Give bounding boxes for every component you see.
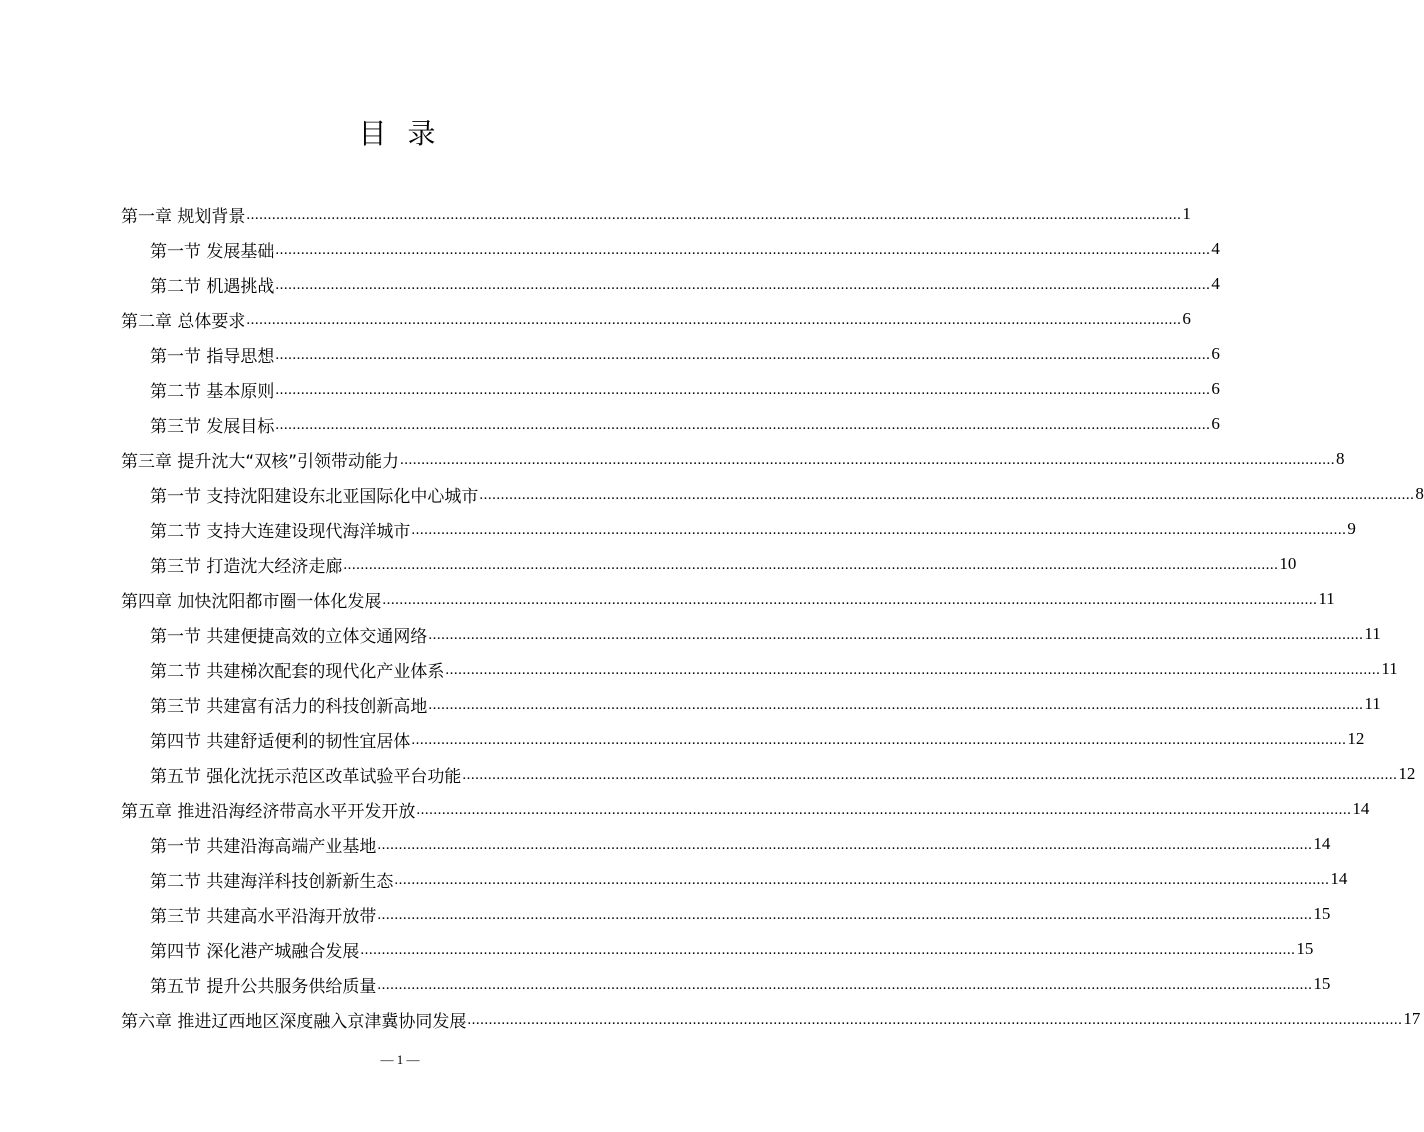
toc-entry-page-number: 1 (1182, 204, 1191, 223)
dot-leader: ............................................................................................................................................................................................................................ (411, 522, 1347, 538)
toc-entry-page-number: 6 (1211, 379, 1220, 398)
toc-entry-page-number: 11 (1381, 659, 1398, 678)
toc-entry-page-number: 4 (1211, 274, 1220, 293)
toc-entry-page-number: 6 (1211, 344, 1220, 363)
toc-entry-page-number: 9 (1347, 519, 1356, 538)
dot-leader: ............................................................................................................................................................................................................................ (411, 732, 1347, 748)
dot-leader: ............................................................................................................................................................................................................................ (479, 487, 1415, 503)
toc-entry-page-number: 11 (1364, 694, 1381, 713)
toc-chapter-entry[interactable] (121, 584, 1335, 614)
toc-section-entry[interactable] (150, 479, 1424, 509)
dot-leader: ............................................................................................................................................................................................................................ (246, 312, 1182, 328)
dot-leader: ............................................................................................................................................................................................................................ (377, 837, 1313, 853)
toc-entry-page-number: 6 (1211, 414, 1220, 433)
toc-entry-page-number: 8 (1336, 449, 1345, 468)
toc-entry-page-number: 17 (1403, 1009, 1421, 1028)
toc-entry-page-number: 15 (1296, 939, 1314, 958)
dot-leader: ............................................................................................................................................................................................................................ (275, 277, 1211, 293)
toc-section-entry[interactable] (150, 339, 1220, 369)
dot-leader: ............................................................................................................................................................................................................................ (377, 907, 1313, 923)
dot-leader: ............................................................................................................................................................................................................................ (462, 767, 1398, 783)
toc-entry-label: 第一章 规划背景 (121, 206, 246, 227)
dot-leader: ............................................................................................................................................................................................................................ (246, 207, 1182, 223)
toc-entry-label: 第一节 指导思想 (150, 346, 275, 367)
toc-entry-label: 第二节 共建梯次配套的现代化产业体系 (150, 661, 445, 682)
toc-entry-page-number: 15 (1313, 904, 1331, 923)
dot-leader: ............................................................................................................................................................................................................................ (343, 557, 1279, 573)
toc-section-entry[interactable] (150, 549, 1297, 579)
toc-entry-label: 第三节 打造沈大经济走廊 (150, 556, 343, 577)
dot-leader: ............................................................................................................................................................................................................................ (275, 417, 1211, 433)
toc-section-entry[interactable] (150, 969, 1331, 999)
toc-entry-label: 第二章 总体要求 (121, 311, 246, 332)
toc-entry-label: 第三节 发展目标 (150, 416, 275, 437)
dot-leader: ............................................................................................................................................................................................................................ (416, 802, 1352, 818)
dot-leader: ............................................................................................................................................................................................................................ (360, 942, 1296, 958)
toc-entry-label: 第二节 支持大连建设现代海洋城市 (150, 521, 411, 542)
toc-entry-page-number: 15 (1313, 974, 1331, 993)
dot-leader: ............................................................................................................................................................................................................................ (394, 872, 1330, 888)
dot-leader: ............................................................................................................................................................................................................................ (428, 627, 1364, 643)
toc-section-entry[interactable] (150, 514, 1356, 544)
toc-entry-label: 第三节 共建高水平沿海开放带 (150, 906, 377, 927)
dot-leader: ............................................................................................................................................................................................................................ (428, 697, 1364, 713)
toc-section-entry[interactable] (150, 374, 1220, 404)
toc-entry-label: 第一节 发展基础 (150, 241, 275, 262)
toc-section-entry[interactable] (150, 934, 1314, 964)
toc-section-entry[interactable] (150, 724, 1365, 754)
toc-entry-page-number: 12 (1398, 764, 1416, 783)
dot-leader: ............................................................................................................................................................................................................................ (275, 242, 1211, 258)
toc-section-entry[interactable] (150, 899, 1331, 929)
dot-leader: ............................................................................................................................................................................................................................ (445, 662, 1381, 678)
toc-chapter-entry[interactable] (121, 1004, 1421, 1034)
dot-leader: ............................................................................................................................................................................................................................ (467, 1012, 1403, 1028)
toc-entry-label: 第一节 支持沈阳建设东北亚国际化中心城市 (150, 486, 479, 507)
toc-chapter-entry[interactable] (121, 199, 1191, 229)
page-number-footer: — 1 — (380, 1052, 420, 1067)
toc-entry-page-number: 14 (1330, 869, 1348, 888)
toc-chapter-entry[interactable] (121, 444, 1345, 474)
toc-entry-page-number: 14 (1313, 834, 1331, 853)
toc-section-entry[interactable] (150, 234, 1220, 264)
toc-entry-page-number: 12 (1347, 729, 1365, 748)
toc-chapter-entry[interactable] (121, 304, 1191, 334)
dot-leader: ............................................................................................................................................................................................................................ (377, 977, 1313, 993)
toc-entry-page-number: 14 (1352, 799, 1370, 818)
toc-entry-label: 第五节 提升公共服务供给质量 (150, 976, 377, 997)
toc-chapter-entry[interactable] (121, 794, 1370, 824)
toc-entry-page-number: 8 (1415, 484, 1424, 503)
toc-entry-page-number: 6 (1182, 309, 1191, 328)
toc-entry-label: 第四节 深化港产城融合发展 (150, 941, 360, 962)
dot-leader: ............................................................................................................................................................................................................................ (382, 592, 1318, 608)
toc-section-entry[interactable] (150, 409, 1220, 439)
dot-leader: ............................................................................................................................................................................................................................ (275, 382, 1211, 398)
toc-entry-label: 第四章 加快沈阳都市圈一体化发展 (121, 591, 382, 612)
toc-section-entry[interactable] (150, 619, 1381, 649)
dot-leader: ............................................................................................................................................................................................................................ (400, 452, 1336, 468)
toc-entry-label: 第一节 共建沿海高端产业基地 (150, 836, 377, 857)
toc-entry-label: 第三章 提升沈大“双核”引领带动能力 (121, 451, 400, 472)
toc-entry-label: 第一节 共建便捷高效的立体交通网络 (150, 626, 428, 647)
toc-entry-label: 第四节 共建舒适便利的韧性宜居体 (150, 731, 411, 752)
toc-section-entry[interactable] (150, 829, 1331, 859)
toc-section-entry[interactable] (150, 654, 1398, 684)
toc-section-entry[interactable] (150, 269, 1220, 299)
toc-section-entry[interactable] (150, 759, 1416, 789)
toc-entry-label: 第三节 共建富有活力的科技创新高地 (150, 696, 428, 717)
dot-leader: ............................................................................................................................................................................................................................ (275, 347, 1211, 363)
toc-entry-label: 第五节 强化沈抚示范区改革试验平台功能 (150, 766, 462, 787)
toc-entry-page-number: 4 (1211, 239, 1220, 258)
toc-entry-label: 第六章 推进辽西地区深度融入京津冀协同发展 (121, 1011, 467, 1032)
toc-section-entry[interactable] (150, 689, 1381, 719)
toc-entry-page-number: 11 (1318, 589, 1335, 608)
toc-entry-page-number: 11 (1364, 624, 1381, 643)
page-title: 目 录 (358, 117, 442, 150)
toc-entry-label: 第二节 机遇挑战 (150, 276, 275, 297)
toc-entry-label: 第二节 基本原则 (150, 381, 275, 402)
toc-entry-page-number: 10 (1279, 554, 1297, 573)
toc-entry-label: 第二节 共建海洋科技创新新生态 (150, 871, 394, 892)
toc-section-entry[interactable] (150, 864, 1348, 894)
toc-entry-label: 第五章 推进沿海经济带高水平开发开放 (121, 801, 416, 822)
